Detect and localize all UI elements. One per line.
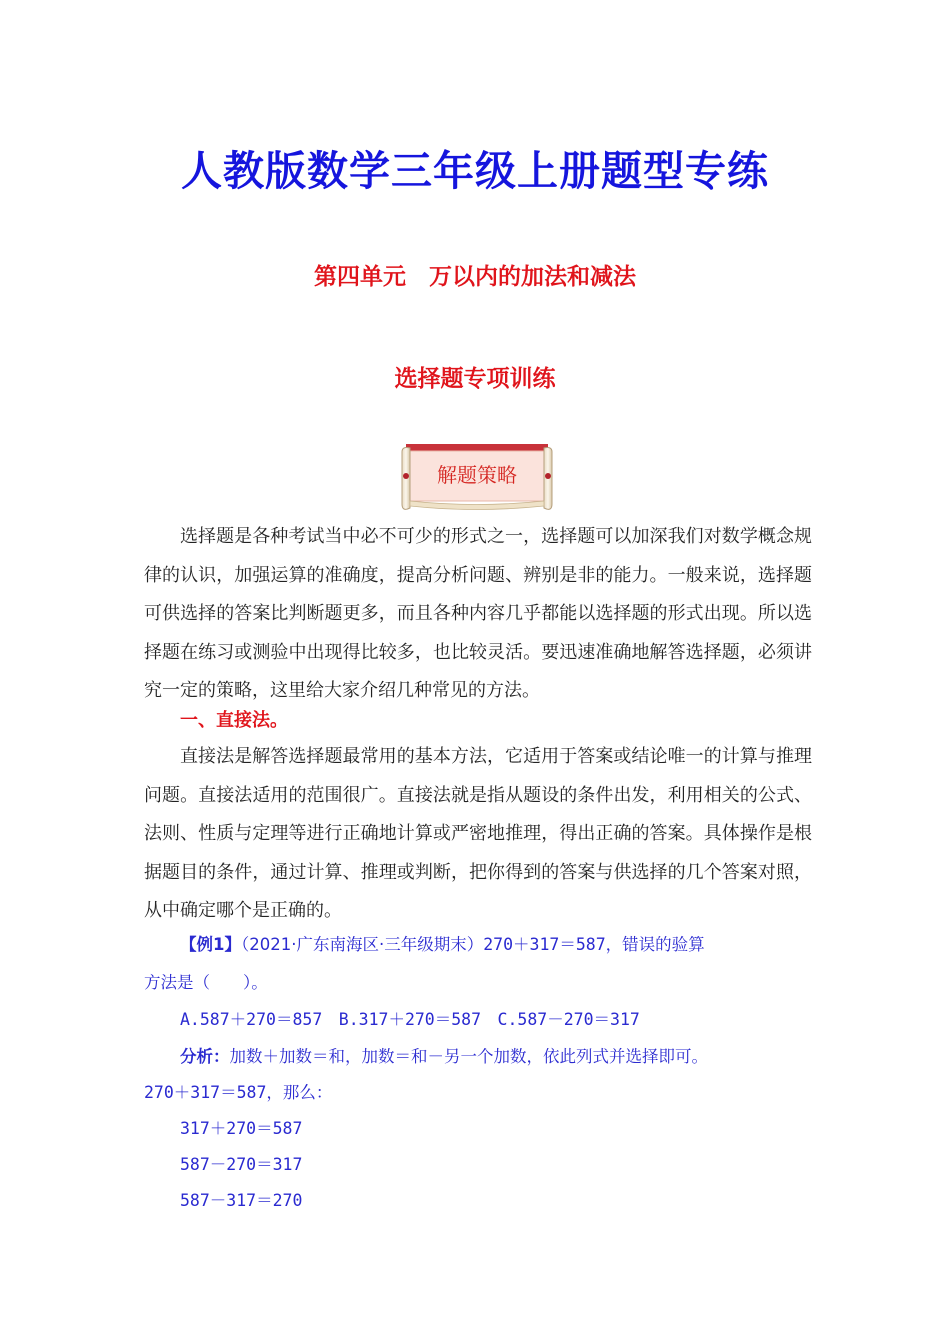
example-options: A.587＋270＝857 B.317＋270＝587 C.587－270＝317 <box>180 1010 640 1029</box>
analysis-step: 587－270＝317 <box>180 1155 303 1174</box>
unit-title: 第四单元 万以内的加法和减法 <box>314 264 636 290</box>
main-title: 人教版数学三年级上册题型专练 <box>181 147 769 195</box>
example-question: 270＋317＝587，错误的验算 <box>483 935 705 954</box>
example-label: 【例1】 <box>180 935 241 954</box>
analysis-text: 加数＋加数＝和，加数＝和－另一个加数，依此列式并选择即可。 <box>229 1047 708 1066</box>
method-paragraph: 直接法是解答选择题最常用的基本方法，它适用于答案或结论唯一的计算与推理问题。直接法适用的范围很广。直接法就是指从题设的条件出发，利用相关的公式、法则、性质与定理等进行正确地计算或严密地推理，得出正确的答案。具体操作是根据题目的条件，通过计算、推理或判断，把你得到的答案与供选择的几个答案对照，从中确定哪个是正确的。 <box>144 746 812 921</box>
method-heading: 一、直接法。 <box>180 710 288 731</box>
analysis-line <box>180 1043 708 1067</box>
section-title: 选择题专项训练 <box>394 366 556 392</box>
strategy-scroll-banner <box>396 442 558 514</box>
analysis-step: 317＋270＝587 <box>180 1119 303 1138</box>
analysis-line2: 270＋317＝587，那么： <box>144 1083 333 1102</box>
analysis-step: 587－317＝270 <box>180 1191 303 1210</box>
example-source: （2021·广东南海区·三年级期末） <box>240 935 484 954</box>
analysis-label: 分析： <box>180 1047 230 1066</box>
example-question-line2: 方法是（ ）。 <box>144 973 268 992</box>
intro-paragraph: 选择题是各种考试当中必不可少的形式之一，选择题可以加深我们对数学概念规律的认识，加强运算的准确度，提高分析问题、辨别是非的能力。一般来说，选择题可供选择的答案比判断题更多，而且各种内容几乎都能以选择题的形式出现。所以选择题在练习或测验中出现得比较多，也比较灵活。要迅速准确地解答选择题，必须讲究一定的策略，这里给大家介绍几种常见的方法。 <box>144 526 812 701</box>
banner-label: 解题策略 <box>437 463 517 487</box>
example-question-line1 <box>180 931 705 955</box>
